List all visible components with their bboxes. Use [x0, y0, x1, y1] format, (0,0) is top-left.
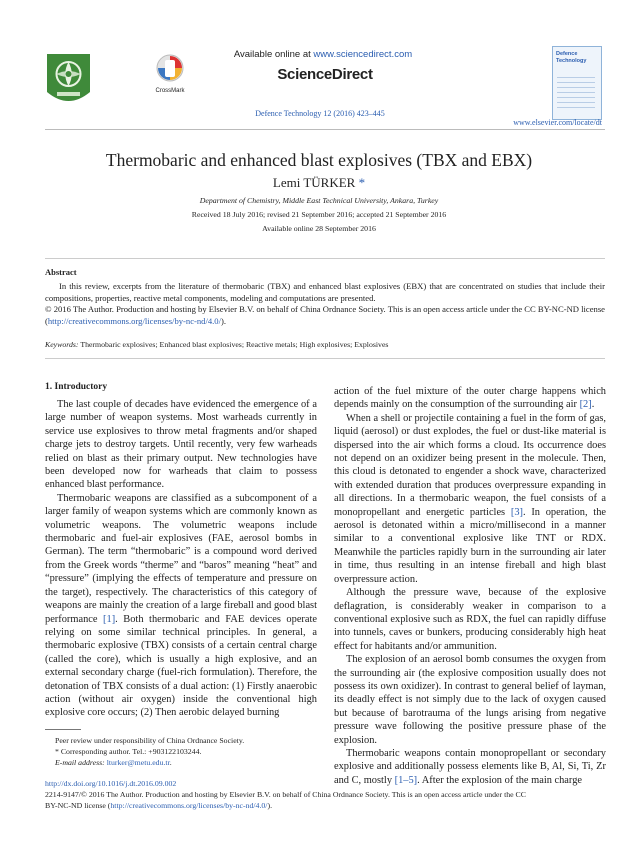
left-column: [45, 398, 317, 720]
citation-link[interactable]: [3]: [510, 506, 523, 518]
author-name: Lemi TÜRKER: [272, 175, 356, 190]
online-date: Available online 28 September 2016: [262, 224, 376, 233]
paragraph: Thermobaric weapons are classified as a subcomponent of a larger family of weapon systems which are commonly known as volumetric weapons. The volumetric weapons include thermobaric and fuel-air explosives (FAE, aerosol bombs in German). The term “thermobaric” is a compound word derived from the Greek words “therme” and “baros” meaning “heat” and “pressure” (implying the effects of temperature and pressure on the target), respectively. The characteristics of this category of weapons are mainly the creation of a large fireball and good blast performance [1]. Both thermobaric and FAE devices operate relying on some similar technical principles. In general, a thermobaric explosive (TBX) consists of a certain central charge (called the core), which is usually a high explosive, and an external secondary charge (fuel-rich formulation). Therefore, the detonation of TBX consists of a dual action: (1) Firstly anaerobic action (without air oxygen) inside the conventional high explosive core occurs; (2) Then aerobic delayed burning: [45, 492, 318, 719]
available-online: Available online at www.sciencedirect.com: [233, 49, 413, 60]
journal-homepage-link[interactable]: www.elsevier.com/locate/dt: [513, 118, 602, 127]
paragraph: Although the pressure wave, because of the explosive deflagration, is considerably weaker in comparison to a conventional explosive such as RDX, the fuel can rapidly diffuse into tunnels, caves or bunkers, producing considerably high heat effect for habitants and/or ammunition.: [334, 587, 606, 652]
keywords: [45, 340, 605, 349]
article-dates: Received 18 July 2016; revised 21 September 2016; accepted 21 September 2016: [191, 210, 447, 219]
footer-license: BY-NC-ND license (http://creativecommons.org/licenses/by-nc-nd/4.0/).: [45, 801, 273, 810]
footnotes: [55, 735, 320, 768]
divider: [45, 358, 605, 359]
author-line: [30, 175, 608, 191]
citation-link[interactable]: [1–5]: [394, 774, 418, 786]
journal-reference[interactable]: Defence Technology 12 (2016) 423–445: [255, 109, 385, 118]
footer-copyright: 2214-9147/© 2016 The Author. Production and hosting by Elsevier B.V. on behalf of China Ordnance Society. This is an open access article under the CC: [45, 790, 526, 799]
right-column: [334, 385, 606, 787]
paragraph: When a shell or projectile containing a fuel in the form of gas, liquid (aerosol) or dust explodes, the fuel or dust-like material is dispersed into the air which forms a cloud. Its occurrence does not depend on an oxidizer being present in the molecule. Then, this cloud is detonated to engender a shock wave, characterized with extended duration that produces overpressure expanding in all directions. In a thermobaric weapon, the fuel consists of a monopropellant and energetic particles [3]. In operation, the aerosol is detonated within a micro/millisecond in a manner similar to a conventional explosive like TNT or RDX. Meanwhile the particles rapidly burn in the surrounding air later in time, thus resulting in an intense fireball and high blast overpressure action.: [334, 412, 606, 585]
email-note: E-mail address: lturker@metu.edu.tr.: [55, 758, 172, 767]
citation-link[interactable]: [2]: [579, 399, 592, 411]
brand-sciencedirect: ScienceDirect: [277, 66, 373, 83]
page-footer: [45, 778, 605, 811]
keywords-list: Thermobaric explosives; Enhanced blast explosives; Reactive metals; High explosives; Explosives: [80, 340, 389, 349]
crossmark-label: CrossMark: [155, 88, 185, 94]
abstract-body: [45, 281, 605, 327]
paragraph: The explosion of an aerosol bomb consumes the oxygen from the surrounding air (the explosive composition usually does not possess its own oxidizer). In contrast to general belief of layman, its deadly effect is not simply due to the lack of oxygen caused but because of barotrauma of the lungs arising from negative pressure wave following the positive pressure phase of the explosion.: [334, 654, 606, 746]
abstract-heading: Abstract: [45, 267, 77, 277]
footnote-divider: [45, 729, 81, 730]
keywords-label: Keywords:: [45, 340, 79, 349]
license-link[interactable]: http://creativecommons.org/licenses/by-nc-nd/4.0/: [110, 801, 268, 810]
sciencedirect-link[interactable]: www.sciencedirect.com: [313, 49, 413, 60]
affiliation: Department of Chemistry, Middle East Technical University, Ankara, Turkey: [199, 196, 439, 205]
corresponding-author-note: * Corresponding author. Tel.: +903122103244.: [55, 747, 202, 756]
crossmark-logo[interactable]: [152, 54, 188, 96]
license-link[interactable]: http://creativecommons.org/licenses/by-nc-nd/4.0/: [47, 315, 221, 326]
email-link[interactable]: lturker@metu.edu.tr: [106, 758, 170, 767]
citation-link[interactable]: [1]: [103, 613, 116, 625]
cover-title: Defence Technology: [556, 51, 587, 64]
divider: [45, 258, 605, 259]
divider: [45, 129, 605, 130]
abstract-text: In this review, excerpts from the literature of thermobaric (TBX) and enhanced blast explosives (EBX) that are concentrated on studies that include their compositions, properties, reactive metal components, modeling and computations are presented.: [45, 281, 605, 303]
article-title: Thermobaric and enhanced blast explosives (TBX and EBX): [105, 150, 533, 170]
section-heading: 1. Introductory: [45, 382, 108, 392]
paragraph: action of the fuel mixture of the outer charge happens which depends mainly on the consumption of the surrounding air [2].: [334, 386, 606, 411]
paragraph: The last couple of decades have evidenced the emergence of a large number of weapon systems. Most warheads currently in service use explosives to throw metal fragments and/or shaped charge jets to destroy targets. Until recently, very few warheads relied on blast as their primary output. New technologies have been developed now for warheads that claim to possess enhanced blast performance.: [45, 399, 317, 491]
abstract-copyright: © 2016 The Author. Production and hosting by Elsevier B.V. on behalf of China Ordnance Society. This is an open access article under the CC BY-NC-ND license (http://creativecommons.org/licenses/by-nc-nd/4.0/).: [45, 304, 605, 326]
corresponding-author-mark[interactable]: *: [358, 175, 366, 190]
paragraph: Thermobaric weapons contain monopropellant or secondary explosive and additionally possess elements like B, Al, Si, Ti, Zr and C, mostly [1–5]. After the explosion of the main charge: [334, 747, 606, 786]
peer-review-note: Peer review under responsibility of China Ordnance Society.: [55, 736, 245, 745]
doi-link[interactable]: http://dx.doi.org/10.1016/j.dt.2016.09.002: [45, 779, 177, 788]
journal-cover: [552, 46, 602, 120]
society-logo: [45, 52, 92, 110]
